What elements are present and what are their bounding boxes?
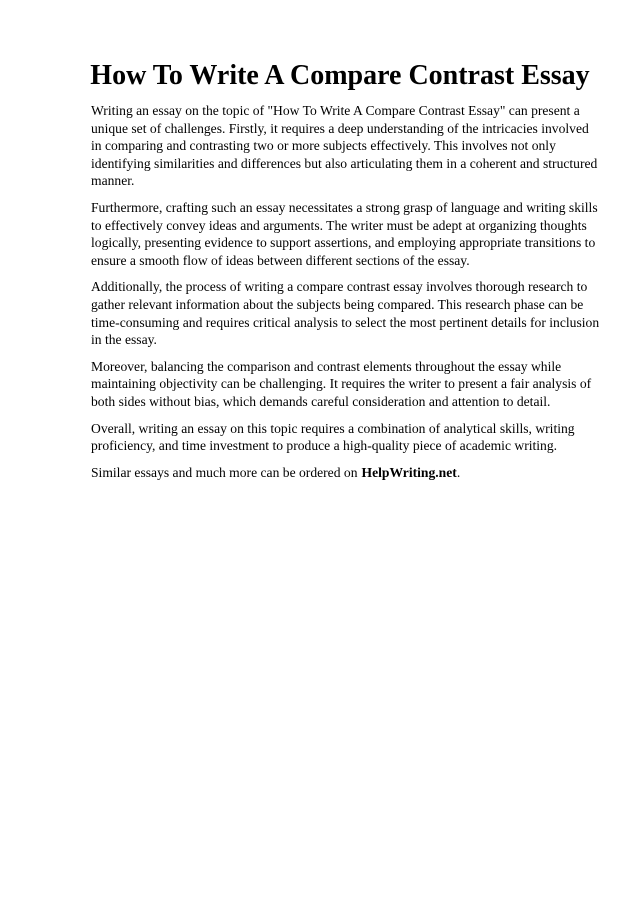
footer-period: .	[456, 464, 461, 480]
document-title: How To Write A Compare Contrast Essay	[90, 60, 590, 91]
paragraph-1: Writing an essay on the topic of "How To Write A Compare Contrast Essay" can present a unique set of challenges. Firstly, it requires a deep understanding of the intricacies involved in comparing and contrasting two or more subjects effectively. This involves not only identifying similarities and differences but also articulating them in a coherent and structured manner.	[91, 103, 598, 189]
document-body	[91, 102, 601, 481]
footer-text: Similar essays and much more can be ordered on	[91, 464, 358, 480]
paragraph-2: Furthermore, crafting such an essay necessitates a strong grasp of language and writing skills to effectively convey ideas and arguments. The writer must be adept at organizing thoughts logically, presenting evidence to support assertions, and employing appropriate transitions to ensure a smooth flow of ideas between different sections of the essay.	[91, 199, 598, 268]
paragraph-4: Moreover, balancing the comparison and contrast elements throughout the essay while maintaining objectivity can be challenging. It requires the writer to present a fair analysis of both sides without bias, which demands careful consideration and attention to detail.	[91, 358, 592, 409]
helpwriting-link[interactable]: HelpWriting.net	[361, 464, 457, 480]
paragraph-3: Additionally, the process of writing a compare contrast essay involves thorough research to gather relevant information about the subjects being compared. This research phase can be time-consuming and requires critical analysis to select the most pertinent details for inclusion in the essay.	[91, 279, 600, 348]
paragraph-5: Overall, writing an essay on this topic requires a combination of analytical skills, writing proficiency, and time investment to produce a high-quality piece of academic writing.	[91, 420, 575, 454]
footer-line	[91, 464, 601, 482]
